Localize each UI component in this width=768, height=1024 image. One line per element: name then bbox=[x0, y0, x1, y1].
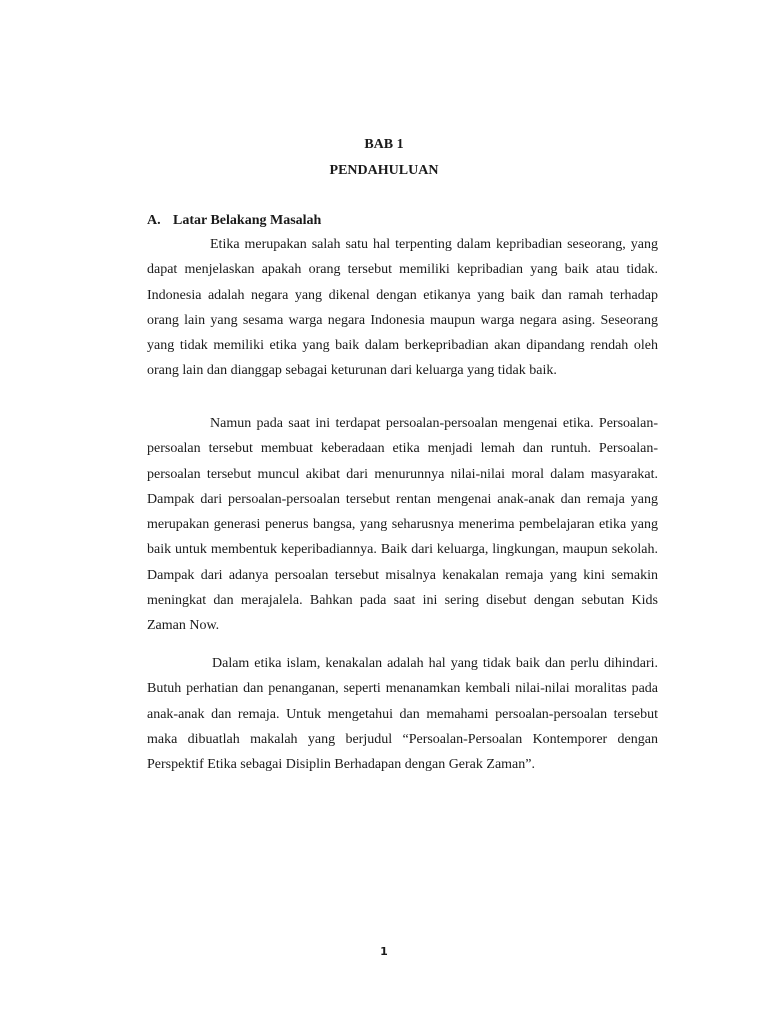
paragraph-1: Etika merupakan salah satu hal terpenting dalam kepribadian seseorang, yang dapat menjelaskan apakah orang tersebut memiliki kepribadian yang baik atau tidak. Indonesia adalah negara yang dikenal dengan etikanya yang baik dan ramah terhadap orang lain yang sesama warga negara Indonesia maupun warga negara asing. Seseorang yang tidak memiliki etika yang baik dalam berkepribadian akan dipandang rendah oleh orang lain dan dianggap sebagai keturunan dari keluarga yang tidak baik. bbox=[147, 237, 658, 379]
section-letter: A. bbox=[147, 213, 161, 228]
paragraph-2: Namun pada saat ini terdapat persoalan-persoalan mengenai etika. Persoalan-persoalan tersebut membuat keberadaan etika menjadi lemah dan runtuh. Persoalan-persoalan tersebut muncul akibat dari menurunnya nilai-nilai moral dalam masyarakat. Dampak dari persoalan-persoalan tersebut rentan mengenai anak-anak dan remaja yang merupakan generasi penerus bangsa, yang seharusnya menerima pembelajaran etika yang baik untuk membentuk keperibadiannya. Baik dari keluarga, lingkungan, maupun sekolah. Dampak dari adanya persoalan tersebut misalnya kenakalan remaja yang kini semakin meningkat dan merajalela. Bahkan pada saat ini sering disebut dengan sebutan Kids Zaman Now. bbox=[147, 416, 658, 634]
section-title: Latar Belakang Masalah bbox=[173, 213, 322, 228]
chapter-number: BAB 1 bbox=[364, 137, 404, 152]
chapter-title: PENDAHULUAN bbox=[329, 163, 439, 178]
paragraph-3: Dalam etika islam, kenakalan adalah hal yang tidak baik dan perlu dihindari. Butuh perhatian dan penanganan, seperti menanamkan kembali nilai-nilai moralitas pada anak-anak dan remaja. Untuk mengetahui dan memahami persoalan-persoalan tersebut maka dibuatlah makalah yang berjudul “Persoalan-Persoalan Kontemporer dengan Perspektif Etika sebagai Disiplin Berhadapan dengan Gerak Zaman”. bbox=[147, 656, 658, 773]
section-heading bbox=[147, 213, 321, 229]
page-number: 1 bbox=[380, 945, 388, 958]
